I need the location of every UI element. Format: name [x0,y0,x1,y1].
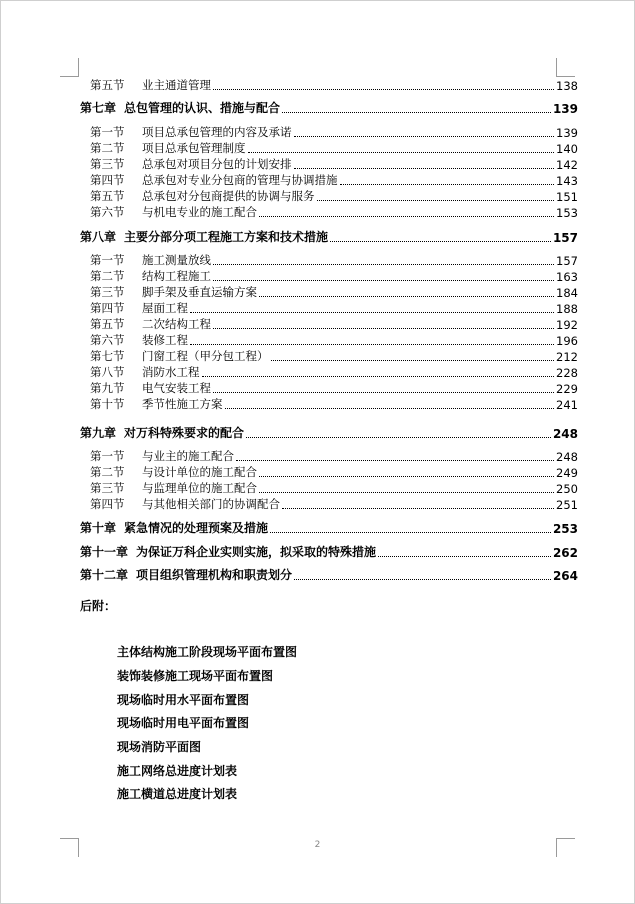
toc-section-entry[interactable] [90,465,578,480]
toc-dot-leader [330,240,551,242]
toc-entry-number: 第三节 [90,285,125,299]
toc-entry-page: 151 [556,190,578,204]
toc-entry-page: 262 [552,546,578,560]
appendix-item: 施工网络总进度计划表 [117,764,238,778]
toc-chapter-entry[interactable] [80,567,578,583]
toc-entry-page: 153 [556,206,578,220]
toc-dot-leader [248,151,555,153]
toc-entry-page: 253 [552,522,578,536]
toc-section-entry[interactable] [90,173,578,188]
toc-entry-title: 为保证万科企业实则实施，拟采取的特殊措施 [136,545,377,559]
toc-entry-title: 脚手架及垂直运输方案 [142,285,257,299]
toc-section-entry[interactable] [90,317,578,332]
toc-dot-leader [213,279,554,281]
toc-dot-leader [259,295,554,297]
toc-section-entry[interactable] [90,497,578,512]
toc-entry-number: 第四节 [90,497,125,511]
toc-entry-page: 142 [556,158,578,172]
toc-dot-leader [190,343,554,345]
toc-section-entry[interactable] [90,365,578,380]
toc-entry-number: 第四节 [90,301,125,315]
toc-entry-page: 157 [556,254,578,268]
toc-chapter-entry[interactable] [80,100,578,116]
toc-entry-page: 192 [556,318,578,332]
toc-dot-leader [294,135,555,137]
toc-section-entry[interactable] [90,301,578,316]
toc-entry-page: 250 [556,482,578,496]
crop-mark-top-left [60,58,79,77]
toc-dot-leader [246,436,551,438]
toc-entry-number: 第八节 [90,365,125,379]
toc-entry-number: 第一节 [90,253,125,267]
toc-entry-title: 总承包对分包商提供的协调与服务 [142,189,315,203]
toc-entry-page: 228 [556,366,578,380]
toc-entry-page: 188 [556,302,578,316]
toc-entry-page: 241 [556,398,578,412]
toc-entry-title: 项目总承包管理制度 [142,141,246,155]
toc-entry-number: 第二节 [90,269,125,283]
page-number: 2 [314,840,321,850]
toc-entry-number: 第十章 [80,521,117,535]
toc-dot-leader [259,491,554,493]
toc-entry-number: 第十一章 [80,545,129,559]
toc-section-entry[interactable] [90,481,578,496]
toc-dot-leader [270,531,551,533]
toc-entry-page: 184 [556,286,578,300]
toc-entry-title: 项目组织管理机构和职责划分 [136,568,293,582]
toc-entry-title: 紧急情况的处理预案及措施 [124,521,269,535]
toc-section-entry[interactable] [90,397,578,412]
toc-entry-number: 第十二章 [80,568,129,582]
toc-entry-number: 第六节 [90,333,125,347]
toc-entry-number: 第二节 [90,465,125,479]
toc-dot-leader [213,391,554,393]
toc-entry-title: 总承包对项目分包的计划安排 [142,157,292,171]
toc-section-entry[interactable] [90,285,578,300]
toc-dot-leader [378,555,551,557]
toc-entry-number: 第四节 [90,173,125,187]
toc-entry-page: 251 [556,498,578,512]
toc-dot-leader [259,215,554,217]
toc-entry-title: 屋面工程 [142,301,188,315]
toc-entry-number: 第三节 [90,481,125,495]
toc-chapter-entry[interactable] [80,520,578,536]
toc-entry-title: 与其他相关部门的协调配合 [142,497,280,511]
appendix-item: 现场临时用水平面布置图 [117,693,250,707]
toc-entry-page: 138 [556,79,578,93]
toc-dot-leader [282,111,551,113]
toc-entry-page: 264 [552,569,578,583]
toc-entry-page: 229 [556,382,578,396]
toc-entry-page: 196 [556,334,578,348]
toc-section-entry[interactable] [90,141,578,156]
appendix-item: 装饰装修施工现场平面布置图 [117,669,274,683]
toc-dot-leader [317,199,555,201]
toc-entry-title: 电气安装工程 [142,381,211,395]
toc-entry-title: 门窗工程（甲分包工程） [142,349,269,363]
toc-entry-page: 139 [556,126,578,140]
toc-entry-page: 157 [552,231,578,245]
toc-section-entry[interactable] [90,125,578,140]
toc-section-entry[interactable] [90,189,578,204]
toc-entry-title: 消防水工程 [142,365,200,379]
toc-entry-number: 第十节 [90,397,125,411]
toc-entry-number: 第七章 [80,101,117,115]
toc-entry-page: 212 [556,350,578,364]
toc-section-entry[interactable] [90,381,578,396]
toc-entry-title: 项目总承包管理的内容及承诺 [142,125,292,139]
toc-entry-page: 248 [556,450,578,464]
toc-entry-number: 第五节 [90,189,125,203]
toc-entry-title: 总包管理的认识、措施与配合 [124,101,281,115]
appendix-item: 现场消防平面图 [117,740,202,754]
toc-entry-number: 第八章 [80,230,117,244]
toc-section-entry[interactable] [90,349,578,364]
toc-entry-title: 季节性施工方案 [142,397,223,411]
toc-dot-leader [202,375,555,377]
toc-entry-number: 第七节 [90,349,125,363]
toc-entry-page: 248 [552,427,578,441]
toc-entry-title: 主要分部分项工程施工方案和技术措施 [124,230,329,244]
appendix-item: 施工横道总进度计划表 [117,787,238,801]
toc-entry-title: 与设计单位的施工配合 [142,465,257,479]
toc-entry-title: 与监理单位的施工配合 [142,481,257,495]
toc-entry-number: 第六节 [90,205,125,219]
toc-entry-number: 第三节 [90,157,125,171]
toc-dot-leader [213,263,554,265]
toc-section-entry[interactable] [90,449,578,464]
toc-entry-page: 143 [556,174,578,188]
toc-entry-title: 与机电专业的施工配合 [142,205,257,219]
toc-dot-leader [340,183,555,185]
toc-chapter-entry[interactable] [80,229,578,245]
appendix-label: 后附： [80,599,117,613]
toc-dot-leader [213,327,554,329]
toc-section-entry[interactable] [90,205,578,220]
toc-entry-title: 装修工程 [142,333,188,347]
toc-entry-title: 二次结构工程 [142,317,211,331]
toc-entry-title: 对万科特殊要求的配合 [124,426,245,440]
toc-section-entry[interactable] [90,78,578,93]
toc-chapter-entry[interactable] [80,425,578,441]
toc-entry-title: 与业主的施工配合 [142,449,234,463]
toc-entry-title: 业主通道管理 [142,78,211,92]
toc-entry-page: 140 [556,142,578,156]
toc-entry-number: 第五节 [90,78,125,92]
toc-chapter-entry[interactable] [80,544,578,560]
toc-entry-page: 249 [556,466,578,480]
crop-mark-top-right [556,58,575,77]
toc-dot-leader [213,88,554,90]
toc-entry-page: 163 [556,270,578,284]
toc-entry-number: 第一节 [90,125,125,139]
toc-dot-leader [259,475,554,477]
toc-dot-leader [225,407,555,409]
toc-entry-title: 施工测量放线 [142,253,211,267]
toc-dot-leader [190,311,554,313]
toc-section-entry[interactable] [90,253,578,268]
appendix-item: 现场临时用电平面布置图 [117,716,250,730]
toc-entry-number: 第二节 [90,141,125,155]
toc-entry-page: 139 [552,102,578,116]
toc-dot-leader [294,578,551,580]
toc-dot-leader [271,359,555,361]
toc-entry-number: 第五节 [90,317,125,331]
toc-entry-number: 第九节 [90,381,125,395]
toc-dot-leader [294,167,555,169]
toc-entry-number: 第一节 [90,449,125,463]
toc-section-entry[interactable] [90,157,578,172]
toc-section-entry[interactable] [90,269,578,284]
toc-entry-title: 总承包对专业分包商的管理与协调措施 [142,173,338,187]
toc-entry-number: 第九章 [80,426,117,440]
toc-section-entry[interactable] [90,333,578,348]
toc-entry-title: 结构工程施工 [142,269,211,283]
toc-dot-leader [236,459,554,461]
toc-dot-leader [282,507,554,509]
appendix-item: 主体结构施工阶段现场平面布置图 [117,645,298,659]
